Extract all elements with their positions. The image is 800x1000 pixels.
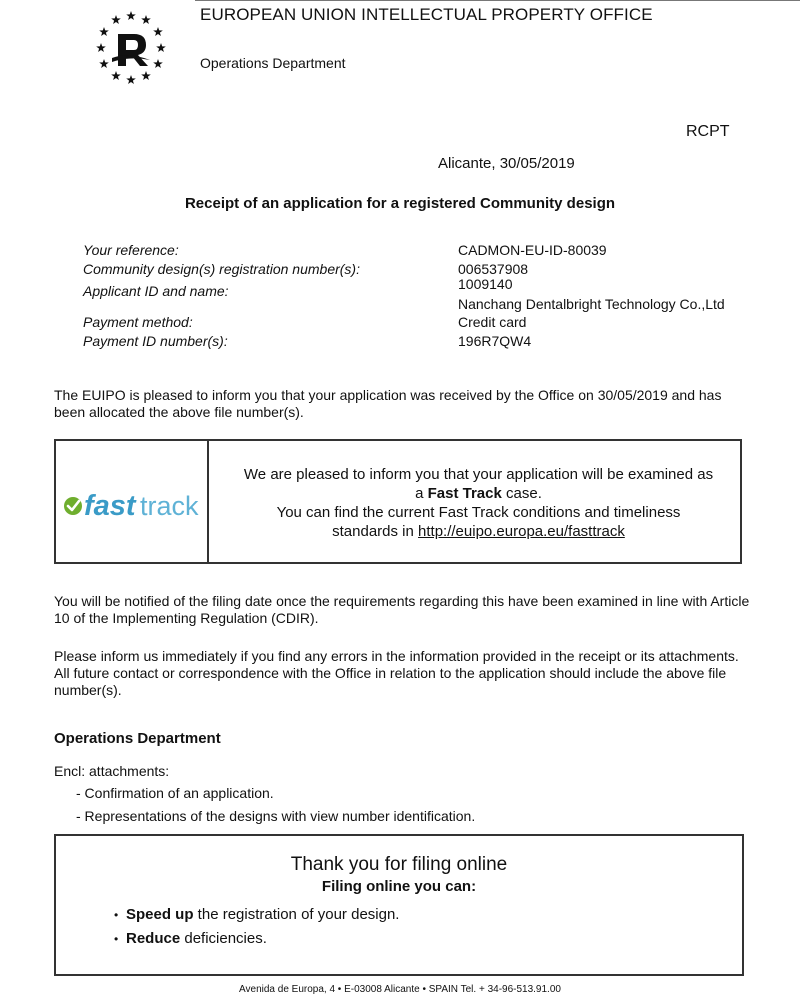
notification-paragraph: You will be notified of the filing date once the requirements regarding this have been examined in line with Article 10 of the Implementing Regulation (CDIR). (54, 593, 750, 626)
bullet-icon: • (114, 908, 119, 922)
star-icon (99, 27, 109, 36)
star-icon (141, 15, 151, 24)
enclosure-item: - Confirmation of an application. (76, 785, 274, 801)
star-icon (141, 71, 151, 80)
checkmark-circle-icon (64, 497, 82, 515)
fast-track-logo-word-fast: fast (84, 490, 136, 522)
thanks-bullet: • Speed up the registration of your design. (114, 906, 400, 923)
top-rule (195, 0, 800, 1)
field-label-applicant: Applicant ID and name: (83, 283, 229, 299)
errors-paragraph: Please inform us immediately if you find any errors in the information provided in the receipt or its attachments. All future contact or correspondence with the Office in relation to the application should include the above file number(s). (54, 648, 739, 698)
field-value-applicant-id: 1009140 (458, 276, 513, 292)
euipo-stars-r-logo-icon (88, 8, 174, 88)
fast-track-line-1: We are pleased to inform you that your application will be examined as (243, 466, 714, 483)
star-icon (153, 27, 163, 36)
organization-title: EUROPEAN UNION INTELLECTUAL PROPERTY OFFICE (200, 5, 653, 24)
r-swoosh-icon (112, 55, 150, 62)
star-icon (153, 59, 163, 68)
receipt-paragraph: The EUIPO is pleased to inform you that your application was received by the Office on 30/05/2019 and has been allocated the above file number(s). (54, 387, 722, 420)
fast-track-line-2: a Fast Track case. (415, 485, 542, 502)
fast-track-line-3: You can find the current Fast Track conditions and timeliness (276, 504, 681, 521)
thanks-bullet: • Reduce deficiencies. (114, 930, 267, 947)
place-date: Alicante, 30/05/2019 (438, 155, 575, 172)
r-monogram-icon (118, 34, 148, 66)
thanks-box (54, 834, 744, 976)
fast-track-bold: Fast Track (427, 485, 502, 502)
field-label-payment-method: Payment method: (83, 314, 193, 330)
field-label-reference: Your reference: (83, 242, 179, 258)
document-title: Receipt of an application for a registered Community design (184, 195, 616, 212)
fast-track-link[interactable]: http://euipo.europa.eu/fasttrack (418, 523, 625, 540)
field-label-payment-id: Payment ID number(s): (83, 333, 228, 349)
field-value-reference: CADMON-EU-ID-80039 (458, 242, 607, 258)
fast-track-logo (62, 485, 202, 523)
field-value-payment-method: Credit card (458, 314, 527, 330)
star-icon (111, 15, 121, 24)
star-icon (126, 75, 136, 84)
star-icon (156, 43, 166, 52)
footer-address: Avenida de Europa, 4 • E-03008 Alicante • SPAIN Tel. + 34-96-513.91.00 (239, 984, 561, 995)
star-icon (111, 71, 121, 80)
field-value-registration-number: 006537908 (458, 261, 529, 277)
fast-track-message (216, 465, 741, 541)
star-icon (99, 59, 109, 68)
thanks-title: Thank you for filing online (290, 854, 508, 875)
star-icon (126, 11, 136, 20)
enclosure-item: - Representations of the designs with view number identification. (76, 808, 476, 824)
enclosures-heading: Encl: attachments: (54, 763, 170, 779)
field-value-applicant-name: Nanchang Dentalbright Technology Co.,Ltd (458, 296, 725, 312)
department-header: Operations Department (200, 55, 346, 71)
fast-track-line-4: standards in http://euipo.europa.eu/fasttrack (332, 523, 625, 540)
document-code: RCPT (686, 123, 730, 140)
thanks-subtitle: Filing online you can: (321, 878, 477, 895)
fast-track-logo-word-track: track (140, 491, 199, 521)
bullet-icon: • (114, 932, 119, 946)
signature-department: Operations Department (54, 730, 221, 747)
field-value-payment-id: 196R7QW4 (458, 333, 532, 349)
field-label-registration-number: Community design(s) registration number(s): (83, 261, 360, 277)
fast-track-box (54, 439, 742, 564)
fast-track-divider (207, 441, 209, 562)
star-icon (96, 43, 106, 52)
